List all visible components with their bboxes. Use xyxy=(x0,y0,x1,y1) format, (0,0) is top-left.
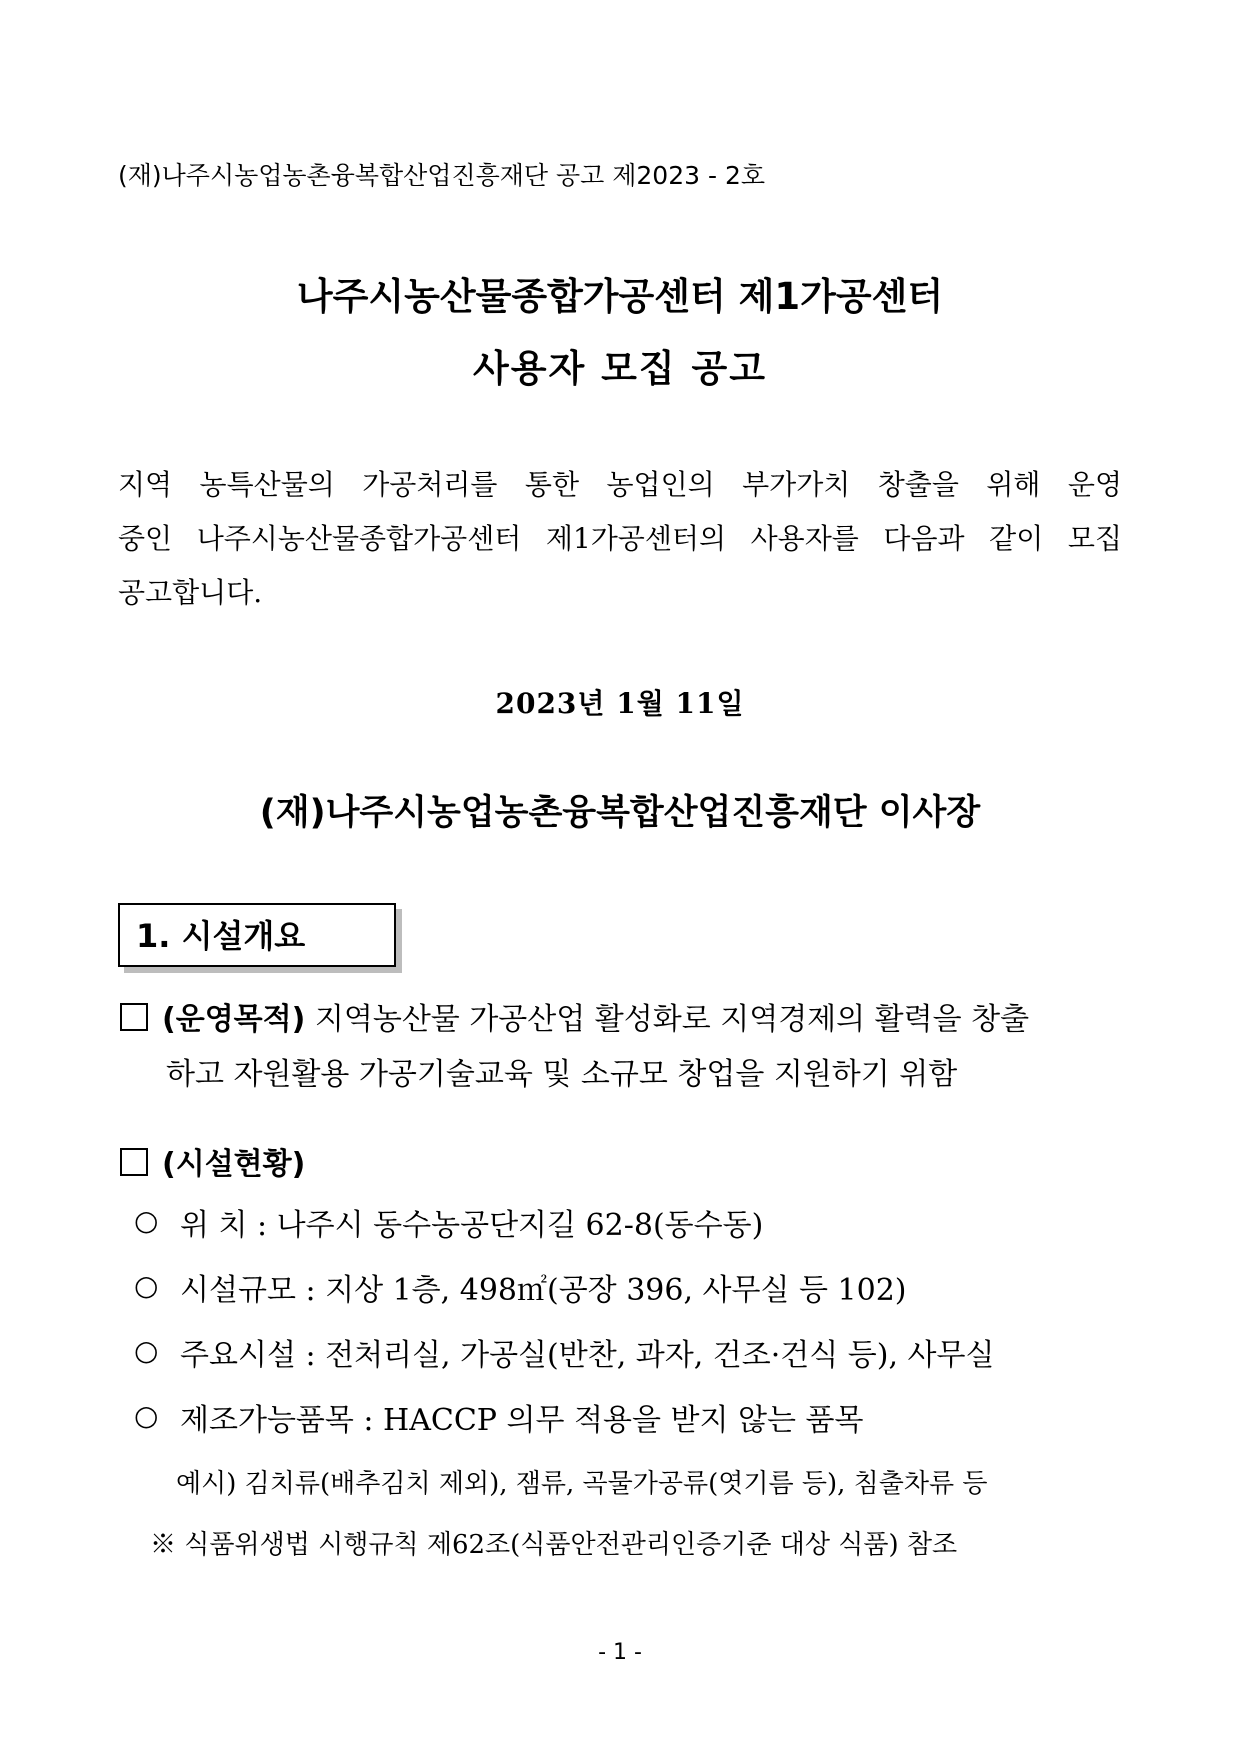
issuer: (재)나주시농업농촌융복합산업진흥재단 이사장 xyxy=(259,793,981,833)
checkbox-icon xyxy=(120,1003,148,1031)
purpose-line-1 xyxy=(162,994,1029,1038)
page-number: - 1 - xyxy=(598,1640,642,1665)
document-title-line-2: 사용자 모집 공고 xyxy=(473,347,767,390)
purpose-line-2: 하고 자원활용 가공기술교육 및 소규모 창업을 지원하기 위함 xyxy=(166,1057,958,1092)
notice-date: 2023년 1월 11일 xyxy=(495,687,745,720)
status-facilities: 주요시설 : 전처리실, 가공실(반찬, 과자, 건조·건식 등), 사무실 xyxy=(180,1338,995,1373)
checkbox-icon xyxy=(120,1148,148,1176)
intro-line-2: 중인 나주시농산물종합가공센터 제1가공센터의 사용자를 다음과 같이 모집 xyxy=(118,522,1122,555)
purpose-text-1: 지역농산물 가공산업 활성화로 지역경제의 활력을 창출 xyxy=(305,1002,1030,1037)
status-note: ※ 식품위생법 시행규칙 제62조(식품안전관리인증기준 대상 식품) 참조 xyxy=(150,1530,958,1560)
intro-line-3: 공고합니다. xyxy=(118,576,263,609)
status-heading: (시설현황) xyxy=(162,1147,306,1182)
document-title-line-1: 나주시농산물종합가공센터 제1가공센터 xyxy=(296,275,944,318)
intro-line-1: 지역 농특산물의 가공처리를 통한 농업인의 부가가치 창출을 위해 운영 xyxy=(118,468,1122,501)
circle-bullet-icon: ○ xyxy=(134,1399,159,1432)
notice-number: (재)나주시농업농촌융복합산업진흥재단 공고 제2023 - 2호 xyxy=(118,161,765,190)
intro-paragraph xyxy=(118,458,1122,620)
circle-bullet-icon: ○ xyxy=(134,1334,159,1367)
status-products: 제조가능품목 : HACCP 의무 적용을 받지 않는 품목 xyxy=(180,1403,864,1438)
status-location: 위 치 : 나주시 동수농공단지길 62-8(동수동) xyxy=(180,1208,764,1243)
purpose-heading: (운영목적) xyxy=(162,1002,306,1037)
status-example: 예시) 김치류(배추김치 제외), 잼류, 곡물가공류(엿기름 등), 침출차류 등 xyxy=(176,1469,988,1499)
section-title: 1. 시설개요 xyxy=(136,917,306,955)
circle-bullet-icon: ○ xyxy=(134,1269,159,1302)
circle-bullet-icon: ○ xyxy=(134,1204,159,1237)
status-scale: 시설규모 : 지상 1층, 498㎡(공장 396, 사무실 등 102) xyxy=(180,1273,907,1308)
